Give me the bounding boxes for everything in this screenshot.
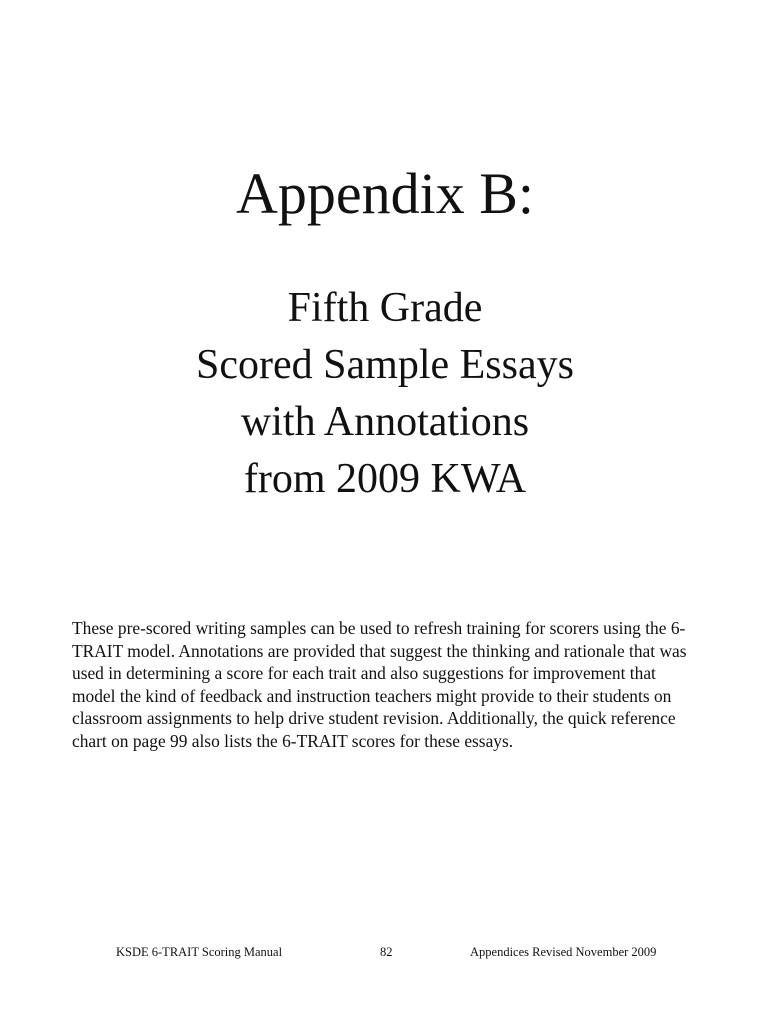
- intro-line: used in determining a score for each trait and also suggestions for improvement that: [72, 663, 656, 683]
- intro-line: classroom assignments to help drive student revision. Additionally, the quick reference: [72, 708, 676, 728]
- intro-line: TRAIT model. Annotations are provided that suggest the thinking and rationale that was: [72, 640, 687, 661]
- subtitle-line: from 2009 KWA: [243, 456, 527, 502]
- intro-line: chart on page 99 also lists the 6-TRAIT scores for these essays.: [72, 730, 514, 751]
- section-subtitle: [0, 280, 770, 508]
- intro-paragraph: [72, 617, 700, 752]
- footer-revision-note: Appendices Revised November 2009: [470, 945, 657, 959]
- subtitle-line: with Annotations: [240, 399, 530, 445]
- footer-manual-title: KSDE 6-TRAIT Scoring Manual: [116, 945, 283, 959]
- subtitle-line: Fifth Grade: [287, 285, 483, 331]
- appendix-title: Appendix B:: [235, 161, 535, 226]
- page-number: 82: [380, 945, 393, 959]
- page-footer: [0, 945, 770, 965]
- intro-line: These pre-scored writing samples can be used to refresh training for scorers using the 6-: [72, 618, 686, 638]
- subtitle-line: Scored Sample Essays: [196, 342, 574, 388]
- intro-line: model the kind of feedback and instruction teachers might provide to their students on: [72, 685, 672, 706]
